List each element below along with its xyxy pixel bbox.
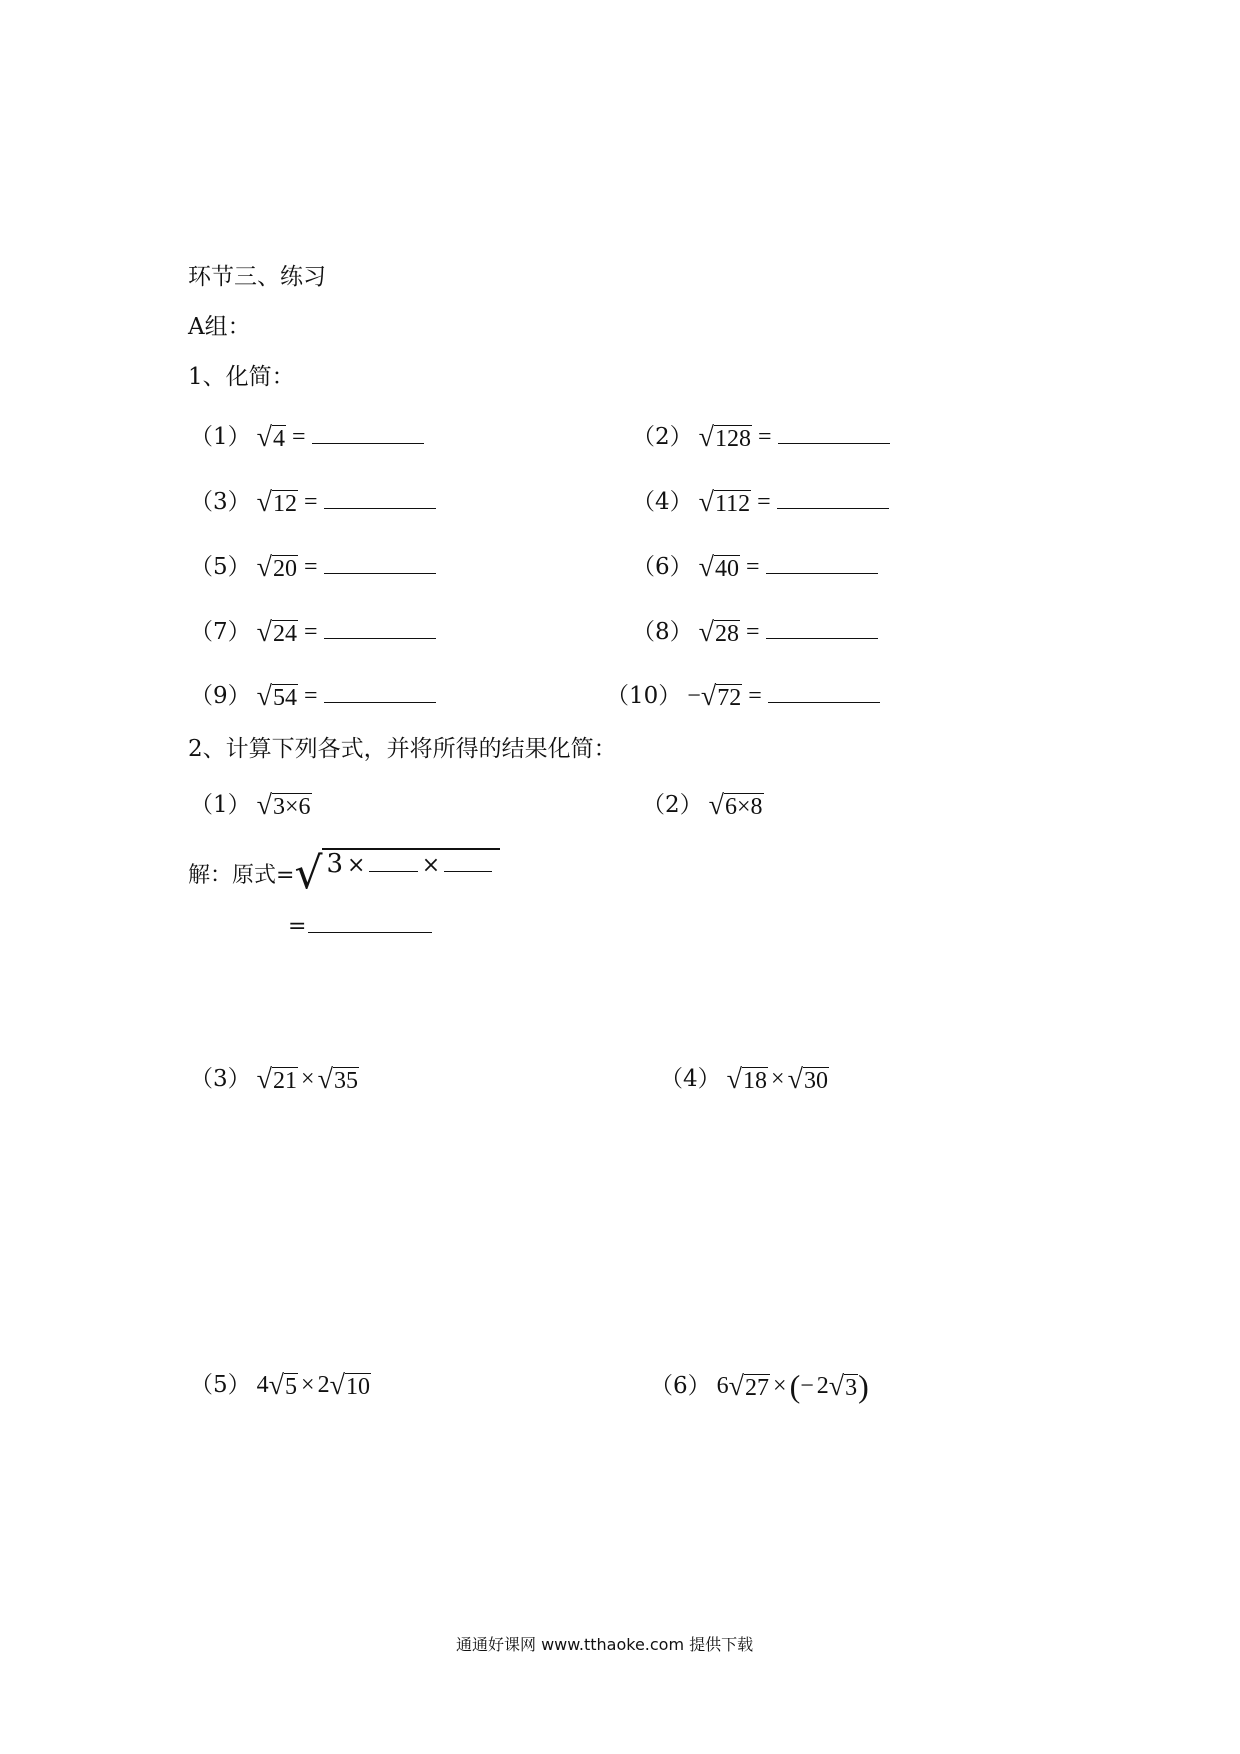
simplify-item: （9） √ 54 = [190, 677, 436, 713]
big-sqrt: √ 3 × × [294, 846, 500, 890]
sqrt-expression: √ 128 [698, 422, 752, 453]
q2-item-3: （3） √ 21 × √ 35 [190, 1064, 358, 1095]
q2-item-5: （5） 4 √ 5 × 2 √ 10 [190, 1370, 370, 1401]
footer-credit: 通通好课网 www.tthaoke.com 提供下载 [456, 1635, 754, 1654]
simplify-item: （10） − √ 72 = [606, 677, 880, 713]
sqrt-expression: √ 4 [256, 422, 286, 453]
answer-blank[interactable] [777, 488, 889, 509]
simplify-item: （4） √ 112 = [632, 483, 889, 519]
solution-line-1: 解：原式= √ 3 × × [188, 846, 500, 890]
sqrt-expression: √ 54 [256, 681, 298, 712]
answer-blank[interactable] [766, 553, 878, 574]
answer-blank[interactable] [369, 853, 417, 872]
simplify-item: （5） √ 20 = [190, 548, 436, 584]
answer-blank[interactable] [312, 423, 424, 444]
q2-item-1: （1） √ 3×6 [190, 790, 311, 821]
sqrt-expression: √ 24 [256, 617, 298, 648]
section-title: 环节三、练习 [188, 264, 326, 290]
answer-blank[interactable] [766, 618, 878, 639]
q2-item-4: （4） √ 18 × √ 30 [660, 1064, 828, 1095]
answer-blank[interactable] [324, 488, 436, 509]
simplify-item: （6） √ 40 = [632, 548, 878, 584]
answer-blank[interactable] [444, 853, 492, 872]
answer-blank[interactable] [324, 618, 436, 639]
sqrt-expression: √ 72 [700, 681, 742, 712]
group-label: A组： [188, 314, 251, 340]
answer-blank[interactable] [778, 423, 890, 444]
sqrt-expression: √ 28 [698, 617, 740, 648]
simplify-item: （1） √ 4 = [190, 418, 424, 454]
question-2-title: 2、计算下列各式，并将所得的结果化简： [188, 736, 617, 762]
simplify-item: （8） √ 28 = [632, 613, 878, 649]
answer-blank[interactable] [768, 682, 880, 703]
simplify-item: （7） √ 24 = [190, 613, 436, 649]
answer-blank[interactable] [308, 912, 432, 933]
answer-blank[interactable] [324, 553, 436, 574]
question-1-title: 1、化简： [188, 364, 295, 390]
q2-item-2: （2） √ 6×8 [642, 790, 763, 821]
answer-blank[interactable] [324, 682, 436, 703]
solution-line-2: = [288, 912, 432, 939]
sqrt-expression: √ 6×8 [708, 790, 763, 821]
sqrt-expression: √ 20 [256, 552, 298, 583]
sqrt-expression: √ 112 [698, 487, 751, 518]
sqrt-expression: √ 40 [698, 552, 740, 583]
sqrt-expression: √ 12 [256, 487, 298, 518]
sqrt-expression: √ 3×6 [256, 790, 311, 821]
simplify-item: （3） √ 12 = [190, 483, 436, 519]
q2-item-6: （6） 6 √ 27 × ( − 2 √ 3 ) [650, 1368, 869, 1404]
simplify-item: （2） √ 128 = [632, 418, 890, 454]
